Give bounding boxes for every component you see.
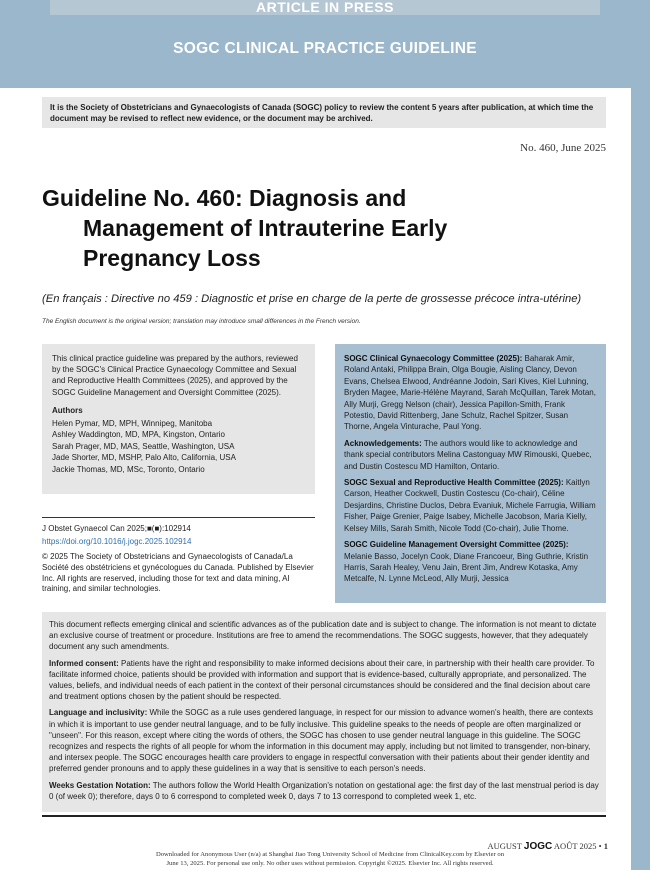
- disclaimer-text: The authors follow the World Health Organization's notation on gestational age: the first day of the last menstrual period is day 0 (of week 0); therefore, days 0 to 6 correspond to completed week 0, days 7 to 13 correspond to completed week 1, etc.: [49, 780, 599, 801]
- disclaimer-heading: Weeks Gestation Notation:: [49, 780, 151, 790]
- disclaimer-heading: Informed consent:: [49, 658, 119, 668]
- title-line-2: Management of Intrauterine Early: [83, 215, 448, 241]
- authors-heading: Authors: [52, 405, 83, 415]
- original-version-note: The English document is the original version; translation may introduce small differences in the French version.: [42, 318, 361, 325]
- committee-entry: [344, 539, 597, 585]
- title-line-1: Guideline No. 460: Diagnosis and: [42, 185, 407, 211]
- right-edge-stripe: [631, 0, 650, 870]
- doi-link[interactable]: https://doi.org/10.1016/j.jogc.2025.102914: [42, 536, 192, 546]
- committee-entry: [344, 353, 597, 433]
- committee-members: Baharak Amir, Roland Antaki, Philippa Brain, Olga Bougie, Aisling Clancy, Devon Evans, Chelsea Elwood, Andréanne Jodoin, Sari Kives, Kiel Luhning, Bryden Magee, Marie-Hélène Mayrand, Sarah McQuillan, Tarek Motan, Ally Murji, Gregg Nelson (chair), Jessica Papillon-Smith, Frank Potestio, David Rittenberg, Jane Schulz, Rachel Spitzer, Susan Thorne, Angela Vinturache, Paul Yong.: [344, 354, 596, 432]
- preparation-statement: This clinical practice guideline was prepared by the authors, reviewed by the SOGC's Clinical Practice Gynaecology Committee and Sexual and Reproductive Health Committees (2025), and approved by the SOGC Guideline Management and Oversight Committee (2025).: [52, 354, 298, 397]
- footer-bullet: •: [598, 841, 602, 851]
- footer-divider: [42, 815, 606, 817]
- committee-members: The authors would like to acknowledge and thank special contributors Melina Castonguay MW Rimouski, Quebec, and Dustin Costescu MD Hamilton, Ontario.: [344, 438, 592, 471]
- disclaimer-text: Patients have the right and responsibility to make informed decisions about their care, in partnership with their health care provider. To facilitate informed choice, patients should be provided with information and support that is evidence-based, culturally appropriate, and personalized. The values, beliefs, and individual needs of each patient in the context of their personal circumstances should be considered and the final decision about care and treatment options chosen by the patient should be respected.: [49, 658, 595, 702]
- disclaimer-section: [49, 658, 599, 703]
- committees-panel: [335, 344, 606, 603]
- disclaimer-section: [49, 780, 599, 802]
- committee-heading: SOGC Sexual and Reproductive Health Committee (2025):: [344, 478, 564, 488]
- article-in-press-banner: ARTICLE IN PRESS: [50, 0, 600, 15]
- committee-heading: SOGC Clinical Gynaecology Committee (2025):: [344, 354, 523, 363]
- disclaimer-intro: This document reflects emerging clinical and scientific advances as of the publication date and is subject to change. The information is not meant to dictate an exclusive course of treatment or procedure. Institutions are free to amend the recommendations. The SOGC suggests, however, that they adequately document any such amendments.: [49, 620, 597, 652]
- copyright-notice: © 2025 The Society of Obstetricians and Gynaecologists of Canada/La Société des obstétriciens et gynécologues du Canada. Published by Elsevier Inc. All rights are reserved, including those for text and data mining, AI training, and similar technologies.: [42, 552, 314, 594]
- article-title: [42, 183, 622, 273]
- download-line-2: June 13, 2025. For personal use only. No other uses without permission. Copyright ©2025. Elsevier Inc. All rights reserved.: [166, 859, 494, 867]
- author-item: Jade Shorter, MD, MSHP, Palo Alto, California, USA: [52, 453, 236, 463]
- footer-month: AUGUST: [487, 841, 522, 851]
- author-item: Helen Pymar, MD, MPH, Winnipeg, Manitoba: [52, 419, 213, 429]
- download-notice: [60, 851, 600, 868]
- author-item: Ashley Waddington, MD, MPA, Kingston, Ontario: [52, 430, 225, 440]
- disclaimer-section: [49, 707, 599, 774]
- committee-members: Kaitlyn Carson, Heather Cockwell, Dustin Costescu (Co-chair), Céline Desjardins, Christine Duclos, Debra Evaniuk, Michele Farrugia, William Fisher, Paige Grenier, Paige Isabey, Michelle Jacobson, Maria Kielly, Kelsey Mills, Sarah Smith, Nicole Todd (Co-chair), Julie Thome.: [344, 478, 596, 533]
- french-title: (En français : Directive no 459 : Diagnostic et prise en charge de la perte de grossesse précoce intra-utérine): [42, 293, 582, 305]
- disclaimer-text: While the SOGC as a rule uses gendered language, in respect for our mission to advance women's health, there are contexts in which it is important to use gender neutral language, and to be fully inclusive. This guideline speaks to the needs of people are often marginalized or "unseen". For this reason, except where citing the words of others, the SOGC has chosen to use gender neutral language in this guideline. The SOGC recognizes and respects the rights of all people for whom the information in this document may apply, including but not limited to transgender, non-binary, and intersex people. The SOGC encourages health care providers to engage in respectful conversation with their patients about their gender identity and preferred gender pronouns and to apply these guidelines in a way that is sensitive to each person's needs.: [49, 708, 594, 774]
- committee-heading: SOGC Guideline Management Oversight Committee (2025):: [344, 540, 569, 550]
- guideline-type-heading: SOGC CLINICAL PRACTICE GUIDELINE: [173, 40, 477, 57]
- citation-block: [42, 517, 315, 595]
- issue-number: No. 460, June 2025: [520, 142, 606, 154]
- author-item: Sarah Prager, MD, MAS, Seattle, Washington, USA: [52, 441, 235, 451]
- committee-entry: [344, 438, 597, 472]
- page-number: 1: [603, 841, 608, 851]
- download-line-1: Downloaded for Anonymous User (n/a) at Shanghai Jiao Tong University School of Medicine from ClinicalKey.com by Elsevier on: [155, 851, 505, 858]
- disclaimer-heading: Language and inclusivity:: [49, 708, 148, 718]
- committee-heading: Acknowledgements:: [344, 438, 422, 448]
- disclaimer-panel: [42, 612, 606, 812]
- author-item: Jackie Thomas, MD, MSc, Toronto, Ontario: [52, 464, 205, 474]
- title-line-3: Pregnancy Loss: [83, 245, 261, 271]
- journal-reference: J Obstet Gynaecol Can 2025;■(■):102914: [42, 524, 191, 533]
- review-policy-notice: It is the Society of Obstetricians and Gynaecologists of Canada (SOGC) policy to review the content 5 years after publication, at which time the document may be revised to reflect new evidence, or the document may be archived.: [42, 97, 606, 128]
- preparation-panel: [42, 344, 315, 494]
- committee-members: Melanie Basso, Jocelyn Cook, Diane Francoeur, Bing Guthrie, Kristin Harris, Sarah Healey, Venu Jain, Brent Jim, Andrew Kotaska, Amy Metcalfe, N. Lynne McLeod, Ally Murji, Jessica: [344, 551, 589, 584]
- journal-name: JOGC: [523, 841, 553, 852]
- footer-month-fr: AOÛT 2025: [553, 841, 597, 851]
- committee-entry: [344, 477, 597, 534]
